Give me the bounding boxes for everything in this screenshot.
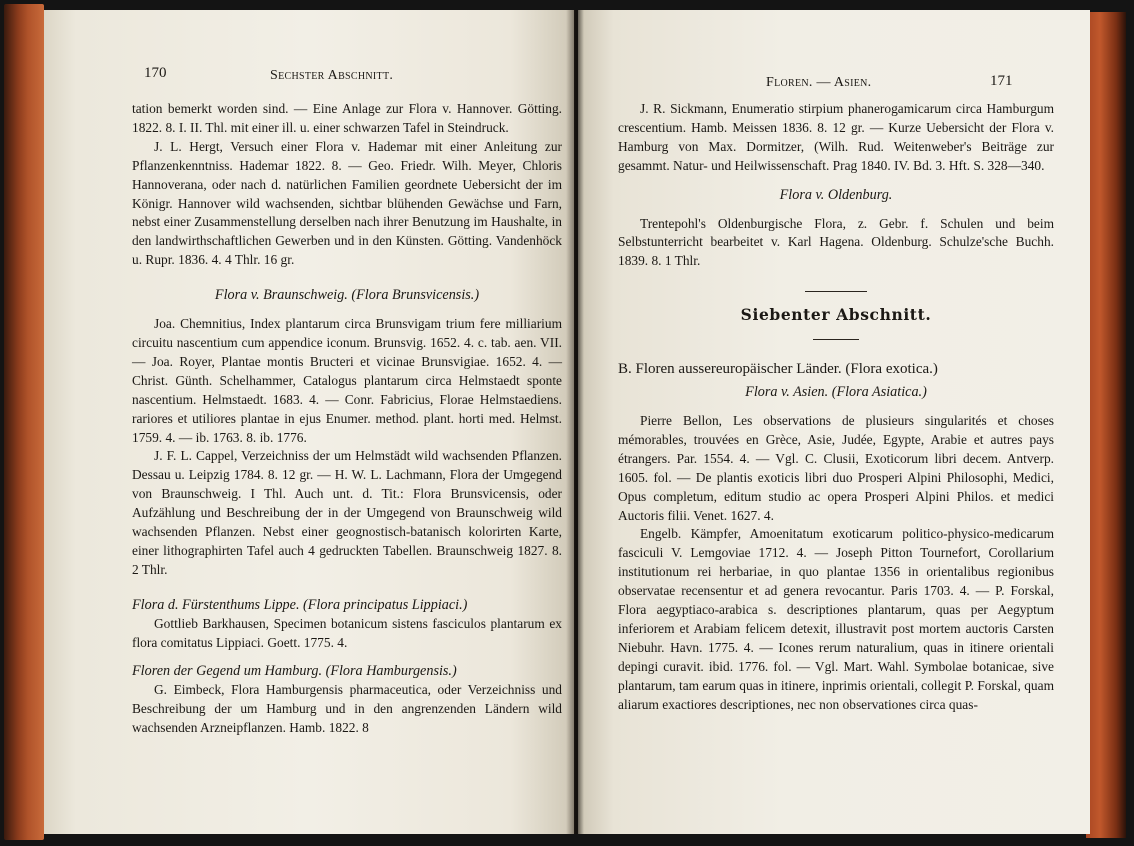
right-text-column bbox=[618, 100, 1054, 714]
paragraph: Engelb. Kämpfer, Amoenitatum exoticarum politico-physico-medicarum fasciculi V. Lemgoviae 1712. 4. — Joseph Pitton Tournefort, Corollarium institutionum rei herbariae, in quo plantae 1356 in orientalibus regionibus observatae recensentur et ad genera revocantur. Paris 1703. 4. — P. Forskal, Flora aegyptiaco-arabica s. descriptiones plantarum, quas per Aegyptum inferiorem et Arabiam felicem detexit, illustravit post mortem auctoris Carsten Niebuhr. Havn. 1775. 4. — Icones rerum naturalium, quas in itinere orientali depingi curavit. ibid. 1776. fol. — Vgl. Mart. Wahl. Symbolae botanicae, sive plantarum, tam earum quas in itinere, inprimis orientali, collegit P. Forskal, quam aliarum exactiores descriptiones, nec non observationes circa quas- bbox=[618, 526, 1054, 712]
paragraph: J. L. Hergt, Versuch einer Flora v. Hademar mit einer Anleitung zur Pflanzenkenntniss. Hademar 1822. 8. — Geo. Friedr. Wilh. Meyer, Chloris Hannoverana, oder nach d. natürlichen Familien geordnete Uebersicht der im Königr. Hannover wild wachsenden, sichtbar blühenden Gewächse und Farn, nebst einer Zusammenstellung derselben nach ihrer Benutzung im Haushalte, in den landwirthschaftlichen Gewerben und in den Künsten. Götting. Vandenhöck u. Rupr. 1836. 4. 4 Thlr. 16 gr. bbox=[132, 138, 562, 268]
page-number: 170 bbox=[144, 65, 167, 81]
book-gutter bbox=[566, 10, 584, 834]
section-heading: Floren der Gegend um Hamburg. (Flora Hamburgensis.) bbox=[132, 663, 457, 680]
running-head: Sechster Abschnitt. bbox=[270, 68, 394, 83]
paragraph: Gottlieb Barkhausen, Specimen botanicum sistens fasciculos plantarum ex flora comitatus Lippiaci. Goett. 1775. 4. bbox=[132, 615, 562, 650]
paragraph: Pierre Bellon, Les observations de plusieurs singularités et choses mémorables, trouvées en Grèce, Asie, Judée, Egypte, Arabie et autres pays étrangers. Par. 1554. 4. — Vgl. C. Clusii, Exoticorum libri decem. Antverp. 1605. fol. — De plantis exoticis libri duo Prosperi Alpini Philosophi, Medici, Opus completum, editum studio ac opera Prosperi Alpini Philos. et medici Auctoris filii. Venet. 1627. 4. bbox=[618, 412, 1054, 523]
paragraph: J. F. L. Cappel, Verzeichniss der um Helmstädt wild wachsenden Pflanzen. Dessau u. Leipzig 1784. 8. 12 gr. — H. W. L. Lachmann, Flora der Umgegend von Braunschweig. I Thl. Auch unt. d. Tit.: Flora Brunsvicensis, oder Aufzählung und Beschreibung der in der Umgegend von Braunschweig wild wachsenden Pflanzen. Nebst einer geognostisch-batanisch kolorirten Karte, einer lithographirten Tafel auch 4 gedruckten Tabellen. Braunschweig 1827. 8. 2 Thlr. bbox=[132, 448, 562, 577]
page-number: 171 bbox=[990, 73, 1013, 89]
section-heading: Flora v. Asien. (Flora Asiatica.) bbox=[745, 384, 927, 401]
running-head: Floren. — Asien. bbox=[766, 75, 872, 90]
left-page bbox=[44, 10, 574, 834]
section-heading: Flora v. Braunschweig. (Flora Brunsvicensis.) bbox=[214, 287, 480, 304]
right-page bbox=[578, 10, 1090, 834]
paragraph: Trentepohl's Oldenburgische Flora, z. Gebr. f. Schulen und beim Selbstunterricht bearbeitet v. Karl Hagena. Oldenburg. Schulze'sche Buchh. 1839. 8. 1 Thlr. bbox=[618, 215, 1054, 269]
section-heading: B. Floren aussereuropäischer Länder. (Flora exotica.) bbox=[618, 361, 938, 378]
paragraph: tation bemerkt worden sind. — Eine Anlage zur Flora v. Hannover. Götting. 1822. 8. I. II. Thl. mit einer ill. u. einer schwarzen Tafel in Steindruck. bbox=[132, 101, 562, 135]
book-cover-left-edge bbox=[4, 4, 44, 840]
chapter-title: Siebenter Abschnitt. bbox=[740, 305, 932, 325]
section-heading: Flora v. Oldenburg. bbox=[779, 186, 893, 203]
left-text-column bbox=[132, 100, 562, 738]
book-cover-right-edge bbox=[1086, 12, 1126, 838]
paragraph: J. R. Sickmann, Enumeratio stirpium phanerogamicarum circa Hamburgum crescentium. Hamb. Meissen 1836. 8. 12 gr. — Kurze Uebersicht der Flora v. Hamburg von Max. Dormitzer, (Wilh. Rud. Weitenweber's Beiträge zur gesammt. Natur- und Heilwissenschaft. Prag 1840. IV. Bd. 3. Hft. S. 328—340. bbox=[618, 101, 1054, 173]
paragraph: G. Eimbeck, Flora Hamburgensis pharmaceutica, oder Verzeichniss und Beschreibung der um Hamburg und in den angrenzenden Ländern wild wachsenden Arzneipflanzen. Hamb. 1822. 8 bbox=[132, 682, 562, 736]
paragraph: Joa. Chemnitius, Index plantarum circa Brunsvigam trium fere milliarium circuitu nascentium cum appendice iconum. Brunsvig. 1652. 4. c. tab. aen. VII. — Joa. Royer, Plantae montis Bructeri et vicinae Brunsvigiae. 1652. 4. — Christ. Günth. Schelhammer, Catalogus plantarum circa Helmstaedt sponte nascentium. Helmstaedt. 1683. 4. — Conr. Fabricius, Florae Helmstaediens. rariores et utiliores plantae in ejus Enumer. method. plant. horti med. Helmst. 1759. 4. — ib. 1763. 8. ib. 1776. bbox=[132, 316, 562, 445]
section-heading: Flora d. Fürstenthums Lippe. (Flora principatus Lippiaci.) bbox=[132, 596, 468, 613]
